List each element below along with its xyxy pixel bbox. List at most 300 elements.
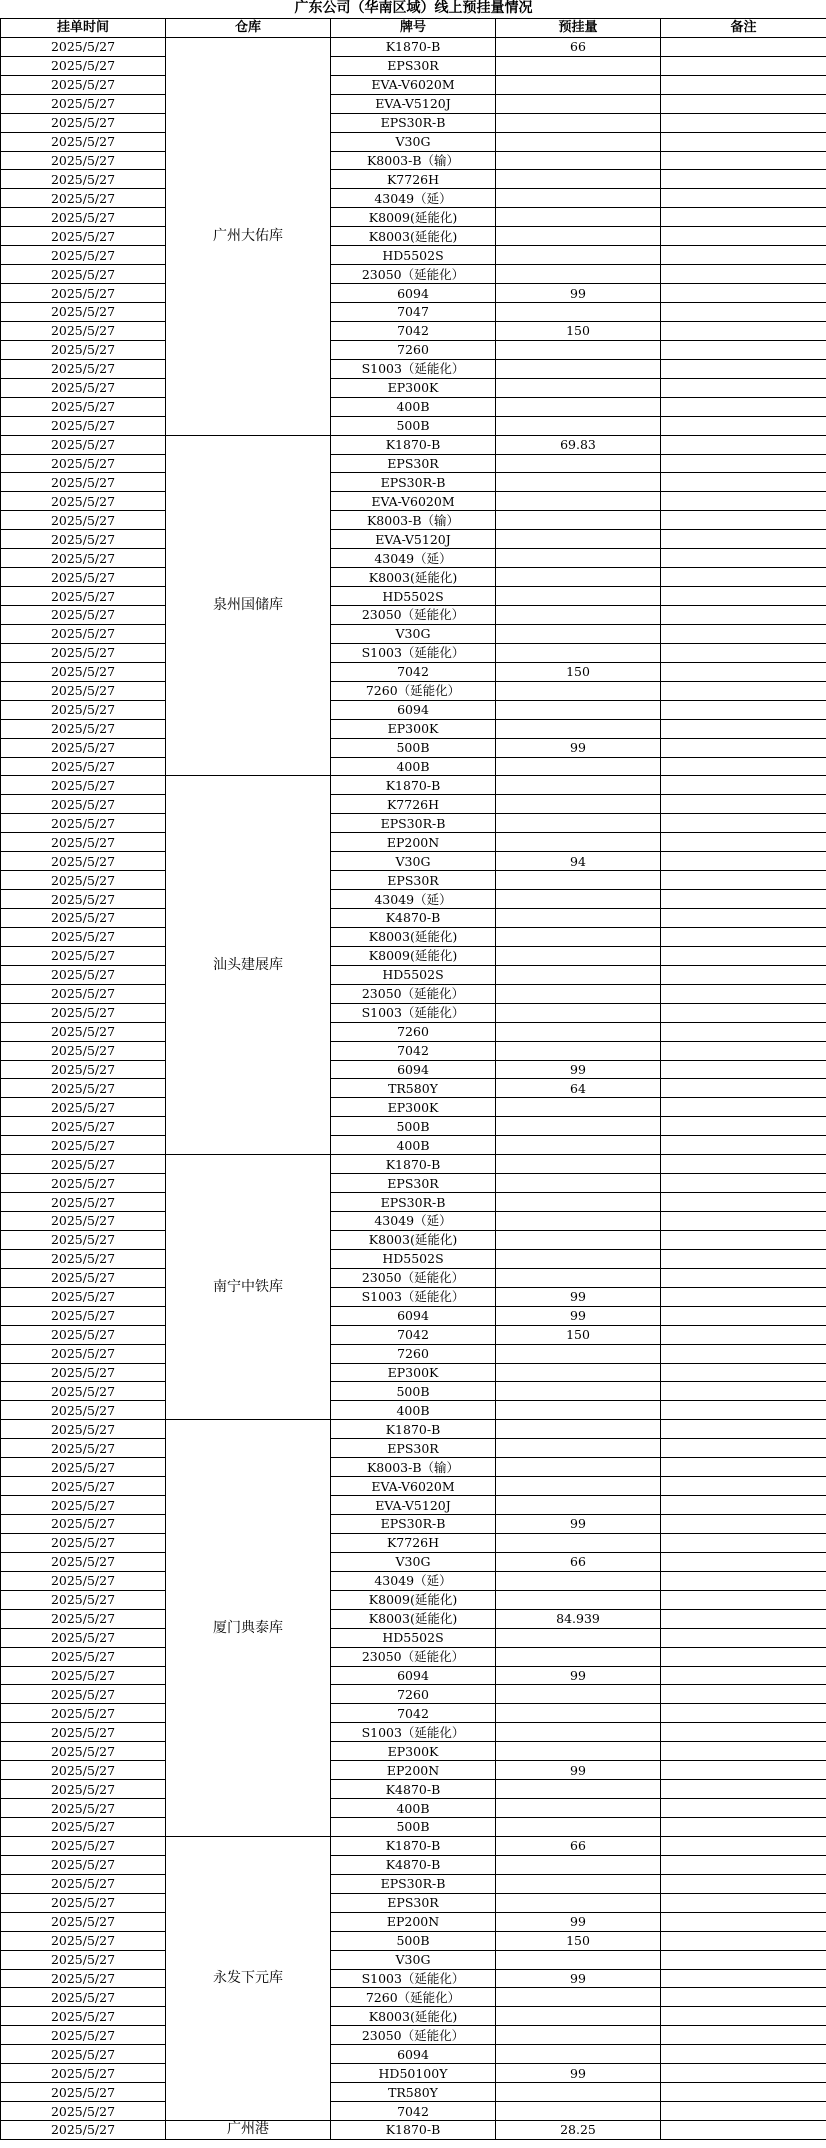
pre-listed-qty-cell[interactable] bbox=[496, 1003, 661, 1022]
grade-cell[interactable]: TR580Y bbox=[331, 2083, 496, 2102]
listing-date-cell[interactable]: 2025/5/27 bbox=[1, 946, 166, 965]
listing-date-cell[interactable]: 2025/5/27 bbox=[1, 965, 166, 984]
grade-cell[interactable]: 7260（延能化） bbox=[331, 1988, 496, 2007]
grade-cell[interactable]: K8003(延能化) bbox=[331, 927, 496, 946]
listing-date-cell[interactable]: 2025/5/27 bbox=[1, 1533, 166, 1552]
remarks-cell[interactable] bbox=[661, 643, 826, 662]
remarks-cell[interactable] bbox=[661, 492, 826, 511]
listing-date-cell[interactable]: 2025/5/27 bbox=[1, 1022, 166, 1041]
pre-listed-qty-cell[interactable] bbox=[496, 1496, 661, 1515]
remarks-cell[interactable] bbox=[661, 984, 826, 1003]
grade-cell[interactable]: 23050（延能化） bbox=[331, 2026, 496, 2045]
listing-date-cell[interactable]: 2025/5/27 bbox=[1, 170, 166, 189]
grade-cell[interactable]: EPS30R bbox=[331, 1174, 496, 1193]
listing-date-cell[interactable]: 2025/5/27 bbox=[1, 833, 166, 852]
listing-date-cell[interactable]: 2025/5/27 bbox=[1, 1969, 166, 1988]
listing-date-cell[interactable]: 2025/5/27 bbox=[1, 1609, 166, 1628]
remarks-cell[interactable] bbox=[661, 909, 826, 928]
listing-date-cell[interactable]: 2025/5/27 bbox=[1, 1685, 166, 1704]
grade-cell[interactable]: EP300K bbox=[331, 719, 496, 738]
grade-cell[interactable]: V30G bbox=[331, 1950, 496, 1969]
pre-listed-qty-cell[interactable] bbox=[496, 795, 661, 814]
grade-cell[interactable]: EVA-V5120J bbox=[331, 530, 496, 549]
listing-date-cell[interactable]: 2025/5/27 bbox=[1, 1855, 166, 1874]
pre-listed-qty-cell[interactable]: 99 bbox=[496, 2064, 661, 2083]
remarks-cell[interactable] bbox=[661, 2026, 826, 2045]
pre-listed-qty-cell[interactable] bbox=[496, 1874, 661, 1893]
remarks-cell[interactable] bbox=[661, 1136, 826, 1155]
listing-date-cell[interactable]: 2025/5/27 bbox=[1, 56, 166, 75]
pre-listed-qty-cell[interactable] bbox=[496, 2007, 661, 2026]
remarks-cell[interactable] bbox=[661, 1098, 826, 1117]
listing-date-cell[interactable]: 2025/5/27 bbox=[1, 1496, 166, 1515]
grade-cell[interactable]: EVA-V5120J bbox=[331, 94, 496, 113]
remarks-cell[interactable] bbox=[661, 1855, 826, 1874]
remarks-cell[interactable] bbox=[661, 1685, 826, 1704]
pre-listed-qty-cell[interactable] bbox=[496, 473, 661, 492]
listing-date-cell[interactable]: 2025/5/27 bbox=[1, 1571, 166, 1590]
grade-cell[interactable]: EP300K bbox=[331, 378, 496, 397]
pre-listed-qty-cell[interactable] bbox=[496, 454, 661, 473]
pre-listed-qty-cell[interactable] bbox=[496, 643, 661, 662]
pre-listed-qty-cell[interactable] bbox=[496, 1855, 661, 1874]
grade-cell[interactable]: 7047 bbox=[331, 303, 496, 322]
grade-cell[interactable]: EPS30R-B bbox=[331, 1193, 496, 1212]
pre-listed-qty-cell[interactable] bbox=[496, 946, 661, 965]
pre-listed-qty-cell[interactable] bbox=[496, 227, 661, 246]
listing-date-cell[interactable]: 2025/5/27 bbox=[1, 1212, 166, 1231]
listing-date-cell[interactable]: 2025/5/27 bbox=[1, 2083, 166, 2102]
grade-cell[interactable]: EPS30R bbox=[331, 1893, 496, 1912]
remarks-cell[interactable] bbox=[661, 606, 826, 625]
grade-cell[interactable]: 500B bbox=[331, 738, 496, 757]
pre-listed-qty-cell[interactable] bbox=[496, 94, 661, 113]
remarks-cell[interactable] bbox=[661, 1287, 826, 1306]
listing-date-cell[interactable]: 2025/5/27 bbox=[1, 208, 166, 227]
listing-date-cell[interactable]: 2025/5/27 bbox=[1, 1931, 166, 1950]
warehouse-cell[interactable]: 汕头建展库 bbox=[166, 776, 331, 1155]
listing-date-cell[interactable]: 2025/5/27 bbox=[1, 2102, 166, 2121]
pre-listed-qty-cell[interactable] bbox=[496, 1723, 661, 1742]
remarks-cell[interactable] bbox=[661, 1212, 826, 1231]
grade-cell[interactable]: K8003(延能化) bbox=[331, 1230, 496, 1249]
listing-date-cell[interactable]: 2025/5/27 bbox=[1, 1515, 166, 1534]
pre-listed-qty-cell[interactable]: 99 bbox=[496, 1060, 661, 1079]
grade-cell[interactable]: EPS30R-B bbox=[331, 473, 496, 492]
remarks-cell[interactable] bbox=[661, 75, 826, 94]
listing-date-cell[interactable]: 2025/5/27 bbox=[1, 1155, 166, 1174]
pre-listed-qty-cell[interactable]: 99 bbox=[496, 1306, 661, 1325]
header-warehouse[interactable]: 仓库 bbox=[166, 18, 331, 37]
pre-listed-qty-cell[interactable] bbox=[496, 208, 661, 227]
remarks-cell[interactable] bbox=[661, 1401, 826, 1420]
listing-date-cell[interactable]: 2025/5/27 bbox=[1, 2045, 166, 2064]
listing-date-cell[interactable]: 2025/5/27 bbox=[1, 795, 166, 814]
pre-listed-qty-cell[interactable]: 84.939 bbox=[496, 1609, 661, 1628]
pre-listed-qty-cell[interactable] bbox=[496, 909, 661, 928]
pre-listed-qty-cell[interactable] bbox=[496, 1477, 661, 1496]
pre-listed-qty-cell[interactable] bbox=[496, 1742, 661, 1761]
pre-listed-qty-cell[interactable]: 150 bbox=[496, 1325, 661, 1344]
pre-listed-qty-cell[interactable] bbox=[496, 340, 661, 359]
grade-cell[interactable]: EPS30R bbox=[331, 1439, 496, 1458]
listing-date-cell[interactable]: 2025/5/27 bbox=[1, 1230, 166, 1249]
grade-cell[interactable]: K1870-B bbox=[331, 37, 496, 56]
pre-listed-qty-cell[interactable] bbox=[496, 2083, 661, 2102]
pre-listed-qty-cell[interactable] bbox=[496, 719, 661, 738]
pre-listed-qty-cell[interactable] bbox=[496, 1041, 661, 1060]
remarks-cell[interactable] bbox=[661, 2064, 826, 2083]
grade-cell[interactable]: EPS30R bbox=[331, 871, 496, 890]
pre-listed-qty-cell[interactable] bbox=[496, 1988, 661, 2007]
remarks-cell[interactable] bbox=[661, 871, 826, 890]
listing-date-cell[interactable]: 2025/5/27 bbox=[1, 1003, 166, 1022]
header-grade[interactable]: 牌号 bbox=[331, 18, 496, 37]
remarks-cell[interactable] bbox=[661, 1060, 826, 1079]
remarks-cell[interactable] bbox=[661, 284, 826, 303]
pre-listed-qty-cell[interactable]: 99 bbox=[496, 284, 661, 303]
grade-cell[interactable]: 43049（延） bbox=[331, 1212, 496, 1231]
listing-date-cell[interactable]: 2025/5/27 bbox=[1, 303, 166, 322]
grade-cell[interactable]: 6094 bbox=[331, 700, 496, 719]
grade-cell[interactable]: 43049（延） bbox=[331, 890, 496, 909]
listing-date-cell[interactable]: 2025/5/27 bbox=[1, 1174, 166, 1193]
remarks-cell[interactable] bbox=[661, 1420, 826, 1439]
remarks-cell[interactable] bbox=[661, 1155, 826, 1174]
grade-cell[interactable]: EPS30R-B bbox=[331, 814, 496, 833]
pre-listed-qty-cell[interactable] bbox=[496, 2102, 661, 2121]
remarks-cell[interactable] bbox=[661, 757, 826, 776]
grade-cell[interactable]: HD5502S bbox=[331, 246, 496, 265]
remarks-cell[interactable] bbox=[661, 1041, 826, 1060]
grade-cell[interactable]: 7042 bbox=[331, 1041, 496, 1060]
pre-listed-qty-cell[interactable] bbox=[496, 871, 661, 890]
listing-date-cell[interactable]: 2025/5/27 bbox=[1, 492, 166, 511]
listing-date-cell[interactable]: 2025/5/27 bbox=[1, 416, 166, 435]
pre-listed-qty-cell[interactable] bbox=[496, 927, 661, 946]
header-remarks[interactable]: 备注 bbox=[661, 18, 826, 37]
grade-cell[interactable]: HD5502S bbox=[331, 965, 496, 984]
listing-date-cell[interactable]: 2025/5/27 bbox=[1, 284, 166, 303]
grade-cell[interactable]: EVA-V6020M bbox=[331, 75, 496, 94]
grade-cell[interactable]: HD5502S bbox=[331, 587, 496, 606]
listing-date-cell[interactable]: 2025/5/27 bbox=[1, 1098, 166, 1117]
grade-cell[interactable]: K7726H bbox=[331, 170, 496, 189]
listing-date-cell[interactable]: 2025/5/27 bbox=[1, 113, 166, 132]
remarks-cell[interactable] bbox=[661, 1780, 826, 1799]
grade-cell[interactable]: K1870-B bbox=[331, 776, 496, 795]
remarks-cell[interactable] bbox=[661, 1022, 826, 1041]
listing-date-cell[interactable]: 2025/5/27 bbox=[1, 1552, 166, 1571]
listing-date-cell[interactable]: 2025/5/27 bbox=[1, 378, 166, 397]
remarks-cell[interactable] bbox=[661, 1174, 826, 1193]
pre-listed-qty-cell[interactable]: 99 bbox=[496, 1761, 661, 1780]
pre-listed-qty-cell[interactable] bbox=[496, 984, 661, 1003]
pre-listed-qty-cell[interactable] bbox=[496, 56, 661, 75]
grade-cell[interactable]: 7042 bbox=[331, 1325, 496, 1344]
grade-cell[interactable]: 6094 bbox=[331, 284, 496, 303]
grade-cell[interactable]: EPS30R-B bbox=[331, 1515, 496, 1534]
pre-listed-qty-cell[interactable]: 99 bbox=[496, 1515, 661, 1534]
remarks-cell[interactable] bbox=[661, 1325, 826, 1344]
pre-listed-qty-cell[interactable] bbox=[496, 1155, 661, 1174]
remarks-cell[interactable] bbox=[661, 587, 826, 606]
grade-cell[interactable]: K8003-B（输） bbox=[331, 511, 496, 530]
listing-date-cell[interactable]: 2025/5/27 bbox=[1, 1628, 166, 1647]
pre-listed-qty-cell[interactable] bbox=[496, 606, 661, 625]
warehouse-cell[interactable]: 永发下元库 bbox=[166, 1836, 331, 2120]
listing-date-cell[interactable]: 2025/5/27 bbox=[1, 1950, 166, 1969]
pre-listed-qty-cell[interactable] bbox=[496, 1571, 661, 1590]
grade-cell[interactable]: EPS30R-B bbox=[331, 1874, 496, 1893]
header-listing-time[interactable]: 挂单时间 bbox=[1, 18, 166, 37]
grade-cell[interactable]: K8009(延能化) bbox=[331, 1590, 496, 1609]
grade-cell[interactable]: 400B bbox=[331, 757, 496, 776]
remarks-cell[interactable] bbox=[661, 1912, 826, 1931]
pre-listed-qty-cell[interactable] bbox=[496, 1401, 661, 1420]
listing-date-cell[interactable]: 2025/5/27 bbox=[1, 624, 166, 643]
remarks-cell[interactable] bbox=[661, 1344, 826, 1363]
remarks-cell[interactable] bbox=[661, 1647, 826, 1666]
remarks-cell[interactable] bbox=[661, 776, 826, 795]
listing-date-cell[interactable]: 2025/5/27 bbox=[1, 587, 166, 606]
pre-listed-qty-cell[interactable] bbox=[496, 700, 661, 719]
remarks-cell[interactable] bbox=[661, 965, 826, 984]
remarks-cell[interactable] bbox=[661, 1306, 826, 1325]
remarks-cell[interactable] bbox=[661, 1363, 826, 1382]
listing-date-cell[interactable]: 2025/5/27 bbox=[1, 1382, 166, 1401]
remarks-cell[interactable] bbox=[661, 1003, 826, 1022]
grade-cell[interactable]: 23050（延能化） bbox=[331, 1268, 496, 1287]
remarks-cell[interactable] bbox=[661, 1836, 826, 1855]
pre-listed-qty-cell[interactable] bbox=[496, 1249, 661, 1268]
pre-listed-qty-cell[interactable]: 99 bbox=[496, 738, 661, 757]
grade-cell[interactable]: K4870-B bbox=[331, 1855, 496, 1874]
grade-cell[interactable]: V30G bbox=[331, 1552, 496, 1571]
pre-listed-qty-cell[interactable] bbox=[496, 1780, 661, 1799]
pre-listed-qty-cell[interactable]: 66 bbox=[496, 37, 661, 56]
warehouse-cell[interactable]: 厦门典泰库 bbox=[166, 1420, 331, 1837]
grade-cell[interactable]: EPS30R-B bbox=[331, 113, 496, 132]
listing-date-cell[interactable]: 2025/5/27 bbox=[1, 1117, 166, 1136]
pre-listed-qty-cell[interactable] bbox=[496, 1268, 661, 1287]
grade-cell[interactable]: 6094 bbox=[331, 2045, 496, 2064]
pre-listed-qty-cell[interactable] bbox=[496, 833, 661, 852]
remarks-cell[interactable] bbox=[661, 1533, 826, 1552]
pre-listed-qty-cell[interactable] bbox=[496, 2026, 661, 2045]
remarks-cell[interactable] bbox=[661, 416, 826, 435]
warehouse-cell[interactable]: 南宁中铁库 bbox=[166, 1155, 331, 1420]
listing-date-cell[interactable]: 2025/5/27 bbox=[1, 359, 166, 378]
pre-listed-qty-cell[interactable] bbox=[496, 814, 661, 833]
grade-cell[interactable]: 7042 bbox=[331, 321, 496, 340]
pre-listed-qty-cell[interactable]: 66 bbox=[496, 1836, 661, 1855]
remarks-cell[interactable] bbox=[661, 1988, 826, 2007]
grade-cell[interactable]: 400B bbox=[331, 1136, 496, 1155]
pre-listed-qty-cell[interactable] bbox=[496, 1590, 661, 1609]
pre-listed-qty-cell[interactable] bbox=[496, 1344, 661, 1363]
pre-listed-qty-cell[interactable] bbox=[496, 1098, 661, 1117]
listing-date-cell[interactable]: 2025/5/27 bbox=[1, 890, 166, 909]
grade-cell[interactable]: K8003-B（输） bbox=[331, 151, 496, 170]
pre-listed-qty-cell[interactable] bbox=[496, 416, 661, 435]
remarks-cell[interactable] bbox=[661, 530, 826, 549]
remarks-cell[interactable] bbox=[661, 1931, 826, 1950]
remarks-cell[interactable] bbox=[661, 814, 826, 833]
listing-date-cell[interactable]: 2025/5/27 bbox=[1, 2121, 166, 2140]
remarks-cell[interactable] bbox=[661, 1893, 826, 1912]
grade-cell[interactable]: K8003(延能化) bbox=[331, 2007, 496, 2026]
remarks-cell[interactable] bbox=[661, 170, 826, 189]
listing-date-cell[interactable]: 2025/5/27 bbox=[1, 1477, 166, 1496]
pre-listed-qty-cell[interactable] bbox=[496, 1893, 661, 1912]
remarks-cell[interactable] bbox=[661, 1969, 826, 1988]
remarks-cell[interactable] bbox=[661, 1458, 826, 1477]
remarks-cell[interactable] bbox=[661, 378, 826, 397]
pre-listed-qty-cell[interactable] bbox=[496, 568, 661, 587]
remarks-cell[interactable] bbox=[661, 1230, 826, 1249]
grade-cell[interactable]: 6094 bbox=[331, 1060, 496, 1079]
remarks-cell[interactable] bbox=[661, 2045, 826, 2064]
pre-listed-qty-cell[interactable] bbox=[496, 757, 661, 776]
listing-date-cell[interactable]: 2025/5/27 bbox=[1, 37, 166, 56]
pre-listed-qty-cell[interactable] bbox=[496, 1704, 661, 1723]
remarks-cell[interactable] bbox=[661, 549, 826, 568]
remarks-cell[interactable] bbox=[661, 1590, 826, 1609]
pre-listed-qty-cell[interactable] bbox=[496, 681, 661, 700]
remarks-cell[interactable] bbox=[661, 1249, 826, 1268]
listing-date-cell[interactable]: 2025/5/27 bbox=[1, 1874, 166, 1893]
listing-date-cell[interactable]: 2025/5/27 bbox=[1, 871, 166, 890]
remarks-cell[interactable] bbox=[661, 132, 826, 151]
warehouse-cell[interactable]: 广州港 bbox=[166, 2121, 331, 2140]
remarks-cell[interactable] bbox=[661, 662, 826, 681]
listing-date-cell[interactable]: 2025/5/27 bbox=[1, 1761, 166, 1780]
remarks-cell[interactable] bbox=[661, 568, 826, 587]
remarks-cell[interactable] bbox=[661, 738, 826, 757]
remarks-cell[interactable] bbox=[661, 113, 826, 132]
pre-listed-qty-cell[interactable]: 69.83 bbox=[496, 435, 661, 454]
grade-cell[interactable]: 43049（延） bbox=[331, 189, 496, 208]
grade-cell[interactable]: K7726H bbox=[331, 795, 496, 814]
pre-listed-qty-cell[interactable] bbox=[496, 1174, 661, 1193]
grade-cell[interactable]: EP200N bbox=[331, 833, 496, 852]
grade-cell[interactable]: 400B bbox=[331, 1401, 496, 1420]
pre-listed-qty-cell[interactable] bbox=[496, 492, 661, 511]
pre-listed-qty-cell[interactable] bbox=[496, 1136, 661, 1155]
remarks-cell[interactable] bbox=[661, 681, 826, 700]
grade-cell[interactable]: 43049（延） bbox=[331, 549, 496, 568]
listing-date-cell[interactable]: 2025/5/27 bbox=[1, 75, 166, 94]
listing-date-cell[interactable]: 2025/5/27 bbox=[1, 151, 166, 170]
remarks-cell[interactable] bbox=[661, 56, 826, 75]
grade-cell[interactable]: K8003(延能化) bbox=[331, 227, 496, 246]
listing-date-cell[interactable]: 2025/5/27 bbox=[1, 814, 166, 833]
grade-cell[interactable]: S1003（延能化） bbox=[331, 1287, 496, 1306]
grade-cell[interactable]: EP300K bbox=[331, 1742, 496, 1761]
pre-listed-qty-cell[interactable]: 99 bbox=[496, 1969, 661, 1988]
grade-cell[interactable]: K8009(延能化) bbox=[331, 946, 496, 965]
grade-cell[interactable]: 7042 bbox=[331, 1704, 496, 1723]
listing-date-cell[interactable]: 2025/5/27 bbox=[1, 757, 166, 776]
remarks-cell[interactable] bbox=[661, 719, 826, 738]
pre-listed-qty-cell[interactable] bbox=[496, 1950, 661, 1969]
grade-cell[interactable]: K1870-B bbox=[331, 1155, 496, 1174]
grade-cell[interactable]: S1003（延能化） bbox=[331, 1003, 496, 1022]
pre-listed-qty-cell[interactable] bbox=[496, 549, 661, 568]
listing-date-cell[interactable]: 2025/5/27 bbox=[1, 606, 166, 625]
grade-cell[interactable]: S1003（延能化） bbox=[331, 1723, 496, 1742]
pre-listed-qty-cell[interactable] bbox=[496, 511, 661, 530]
grade-cell[interactable]: TR580Y bbox=[331, 1079, 496, 1098]
pre-listed-qty-cell[interactable] bbox=[496, 170, 661, 189]
remarks-cell[interactable] bbox=[661, 1268, 826, 1287]
grade-cell[interactable]: EPS30R bbox=[331, 454, 496, 473]
listing-date-cell[interactable]: 2025/5/27 bbox=[1, 265, 166, 284]
remarks-cell[interactable] bbox=[661, 511, 826, 530]
remarks-cell[interactable] bbox=[661, 1571, 826, 1590]
listing-date-cell[interactable]: 2025/5/27 bbox=[1, 435, 166, 454]
pre-listed-qty-cell[interactable] bbox=[496, 113, 661, 132]
listing-date-cell[interactable]: 2025/5/27 bbox=[1, 1060, 166, 1079]
pre-listed-qty-cell[interactable] bbox=[496, 530, 661, 549]
grade-cell[interactable]: 500B bbox=[331, 416, 496, 435]
listing-date-cell[interactable]: 2025/5/27 bbox=[1, 1799, 166, 1818]
remarks-cell[interactable] bbox=[661, 265, 826, 284]
remarks-cell[interactable] bbox=[661, 1496, 826, 1515]
grade-cell[interactable]: EP300K bbox=[331, 1098, 496, 1117]
pre-listed-qty-cell[interactable] bbox=[496, 1420, 661, 1439]
remarks-cell[interactable] bbox=[661, 1818, 826, 1837]
listing-date-cell[interactable]: 2025/5/27 bbox=[1, 1988, 166, 2007]
listing-date-cell[interactable]: 2025/5/27 bbox=[1, 397, 166, 416]
grade-cell[interactable]: 7260 bbox=[331, 1022, 496, 1041]
remarks-cell[interactable] bbox=[661, 700, 826, 719]
pre-listed-qty-cell[interactable] bbox=[496, 1230, 661, 1249]
grade-cell[interactable]: 43049（延） bbox=[331, 1571, 496, 1590]
grade-cell[interactable]: 500B bbox=[331, 1818, 496, 1837]
grade-cell[interactable]: 23050（延能化） bbox=[331, 265, 496, 284]
grade-cell[interactable]: 7260 bbox=[331, 340, 496, 359]
listing-date-cell[interactable]: 2025/5/27 bbox=[1, 321, 166, 340]
grade-cell[interactable]: 6094 bbox=[331, 1306, 496, 1325]
pre-listed-qty-cell[interactable] bbox=[496, 965, 661, 984]
listing-date-cell[interactable]: 2025/5/27 bbox=[1, 1704, 166, 1723]
pre-listed-qty-cell[interactable] bbox=[496, 378, 661, 397]
remarks-cell[interactable] bbox=[661, 1742, 826, 1761]
grade-cell[interactable]: V30G bbox=[331, 852, 496, 871]
pre-listed-qty-cell[interactable] bbox=[496, 75, 661, 94]
grade-cell[interactable]: 23050（延能化） bbox=[331, 984, 496, 1003]
listing-date-cell[interactable]: 2025/5/27 bbox=[1, 927, 166, 946]
pre-listed-qty-cell[interactable] bbox=[496, 1363, 661, 1382]
listing-date-cell[interactable]: 2025/5/27 bbox=[1, 511, 166, 530]
pre-listed-qty-cell[interactable] bbox=[496, 189, 661, 208]
listing-date-cell[interactable]: 2025/5/27 bbox=[1, 1287, 166, 1306]
listing-date-cell[interactable]: 2025/5/27 bbox=[1, 1439, 166, 1458]
pre-listed-qty-cell[interactable] bbox=[496, 776, 661, 795]
listing-date-cell[interactable]: 2025/5/27 bbox=[1, 643, 166, 662]
grade-cell[interactable]: 7042 bbox=[331, 662, 496, 681]
grade-cell[interactable]: EP200N bbox=[331, 1912, 496, 1931]
grade-cell[interactable]: K8003(延能化) bbox=[331, 1609, 496, 1628]
listing-date-cell[interactable]: 2025/5/27 bbox=[1, 1647, 166, 1666]
remarks-cell[interactable] bbox=[661, 2083, 826, 2102]
remarks-cell[interactable] bbox=[661, 246, 826, 265]
grade-cell[interactable]: 500B bbox=[331, 1117, 496, 1136]
warehouse-cell[interactable]: 泉州国储库 bbox=[166, 435, 331, 776]
remarks-cell[interactable] bbox=[661, 1193, 826, 1212]
